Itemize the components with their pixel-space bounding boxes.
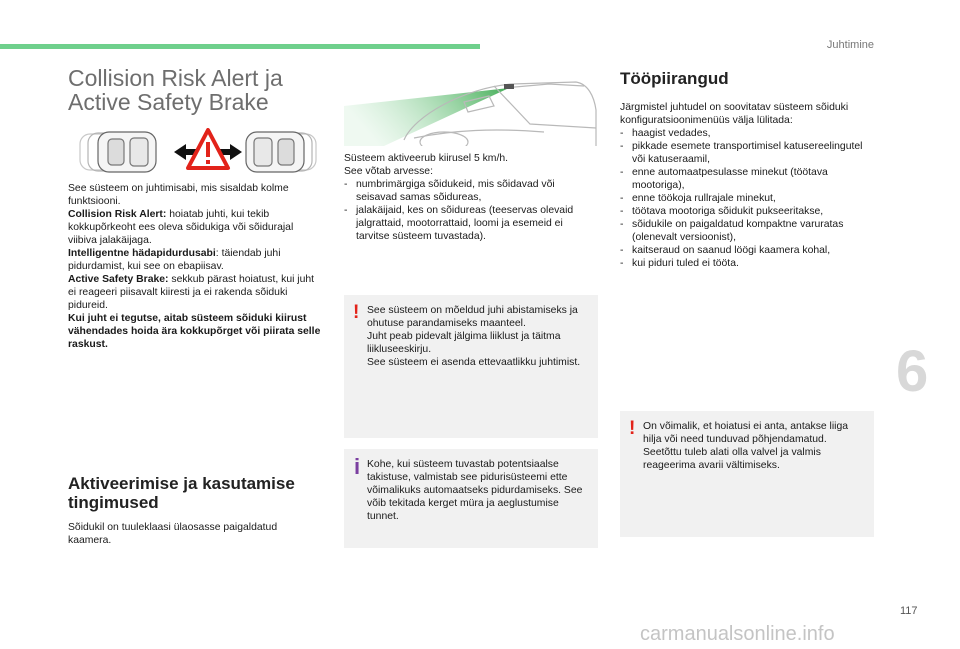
warning-note-box [344, 295, 598, 438]
cra-paragraph [68, 208, 322, 247]
activation-line2: See võtab arvesse: [344, 166, 433, 177]
info-text: Kohe, kui süsteem tuvastab potentsiaalse takistuse, valmistab see pidurisüsteemi ette võimalikuks automaatseks pidurdamiseks. See võib tekitada kerget müra ja aeglustumise tunnet. [367, 459, 583, 522]
header-accent-bar [0, 44, 480, 49]
limitations-heading: Tööpiirangud [620, 69, 729, 88]
cra-label: Collision Risk Alert: [68, 209, 167, 220]
detected-objects-list [344, 178, 598, 243]
watermark[interactable]: carmanualsonline.info [640, 623, 835, 645]
asb-text: sekkub pärast hoiatust, kui juht ei reageeri piisavalt kiiresti ja ei rakenda sõiduki pidureid. [68, 274, 315, 311]
list-item: - kaitseraud on saanud löögi kaamera kohal, [620, 244, 874, 257]
asb-label: Active Safety Brake: [68, 274, 169, 285]
collision-illustration [76, 128, 320, 176]
list-item: - pikkade esemete transportimisel katusereelingutel või katuseraamil, [620, 140, 874, 166]
camera-car-illustration [344, 66, 598, 146]
cra-text: hoiatab juhti, kui tekib kokkupõrkeoht ees oleva sõidukiga või sõidurajal viibiva jalakäijaga. [68, 209, 294, 246]
rear-car-icon [80, 132, 156, 172]
warning-line: See süsteem ei asenda ettevaatlikku juhtimist. [367, 357, 581, 368]
ieb-paragraph [68, 247, 322, 273]
page-title-line2: Active Safety Brake [68, 89, 269, 115]
conditions-heading-line2: tingimused [68, 493, 159, 512]
warning-line: Seetõttu tuleb alati olla valvel ja valmis reageerima avarii vältimiseks. [643, 447, 821, 471]
info-note-text [367, 458, 590, 523]
exclamation-icon: ! [629, 418, 636, 439]
right-warning-note-box [620, 411, 874, 537]
chapter-number: 6 [896, 339, 929, 404]
camera-text: Sõidukil on tuuleklaasi ülaosasse paigaldatud kaamera. [68, 522, 278, 546]
warning-line: On võimalik, et hoiatusi ei anta, antakse liiga hilja või need tunduvad põhjendamatud. [643, 421, 849, 445]
list-item: - enne automaatpesulasse minekut (töötava mootoriga), [620, 166, 874, 192]
list-item: - sõidukile on paigaldatud kompaktne varuratas (olenevalt versioonist), [620, 218, 874, 244]
list-item: - kui piduri tuled ei tööta. [620, 257, 874, 270]
intro-text: See süsteem on juhtimisabi, mis sisaldab kolme funktsiooni. [68, 183, 289, 207]
info-note-box [344, 449, 598, 548]
list-item: - jalakäijaid, kes on sõidureas (teeservas olevaid jalgrattaid, mootorrattaid, loomi ja esemeid ei tarvitse süsteem tuvastada). [344, 204, 598, 243]
ieb-label: Intelligentne hädapidurdusabi [68, 248, 216, 259]
limitations-list [620, 127, 874, 270]
section-label: Juhtimine [826, 39, 874, 51]
list-item: - haagist vedades, [620, 127, 874, 140]
exclamation-icon: ! [353, 302, 360, 323]
limitations-content [620, 101, 874, 270]
conditions-heading [68, 474, 295, 512]
limitations-intro: Järgmistel juhtudel on soovitatav süsteem sõiduki konfiguratsioonimenüüs välja lülitada: [620, 102, 849, 126]
camera-icon [504, 84, 514, 89]
page-title-line1: Collision Risk Alert ja [68, 65, 283, 91]
warning-note-text [367, 304, 590, 369]
warning-line: See süsteem on mõeldud juhi abistamiseks ja ohutuse parandamiseks maanteel. [367, 305, 578, 329]
warning-line: Juht peab pidevalt jälgima liiklust ja täitma liikluseeskirju. [367, 331, 561, 355]
conditions-heading-line1: Aktiveerimise ja kasutamise [68, 474, 295, 493]
page-number: 117 [900, 605, 918, 617]
info-icon: i [354, 454, 361, 479]
list-item: - numbrimärgiga sõidukeid, mis sõidavad või seisavad samas sõidureas, [344, 178, 598, 204]
functions-description [68, 182, 322, 351]
activation-info [344, 152, 598, 243]
page-title [68, 66, 283, 114]
front-car-icon [246, 132, 316, 172]
asb-paragraph [68, 273, 322, 312]
ieb-text: : täiendab juhi pidurdamist, kui see on ebapiisav. [68, 248, 281, 272]
list-item: - enne töökoja rullrajale minekut, [620, 192, 874, 205]
bold-note: Kui juht ei tegutse, aitab süsteem sõiduki kiirust vähendades hoida ära kokkupõrget või piirata selle raskust. [68, 313, 321, 350]
list-item: - töötava mootoriga sõidukit pukseeritakse, [620, 205, 874, 218]
right-warning-note-text [643, 420, 866, 472]
activation-line1: Süsteem aktiveerub kiirusel 5 km/h. [344, 153, 509, 164]
